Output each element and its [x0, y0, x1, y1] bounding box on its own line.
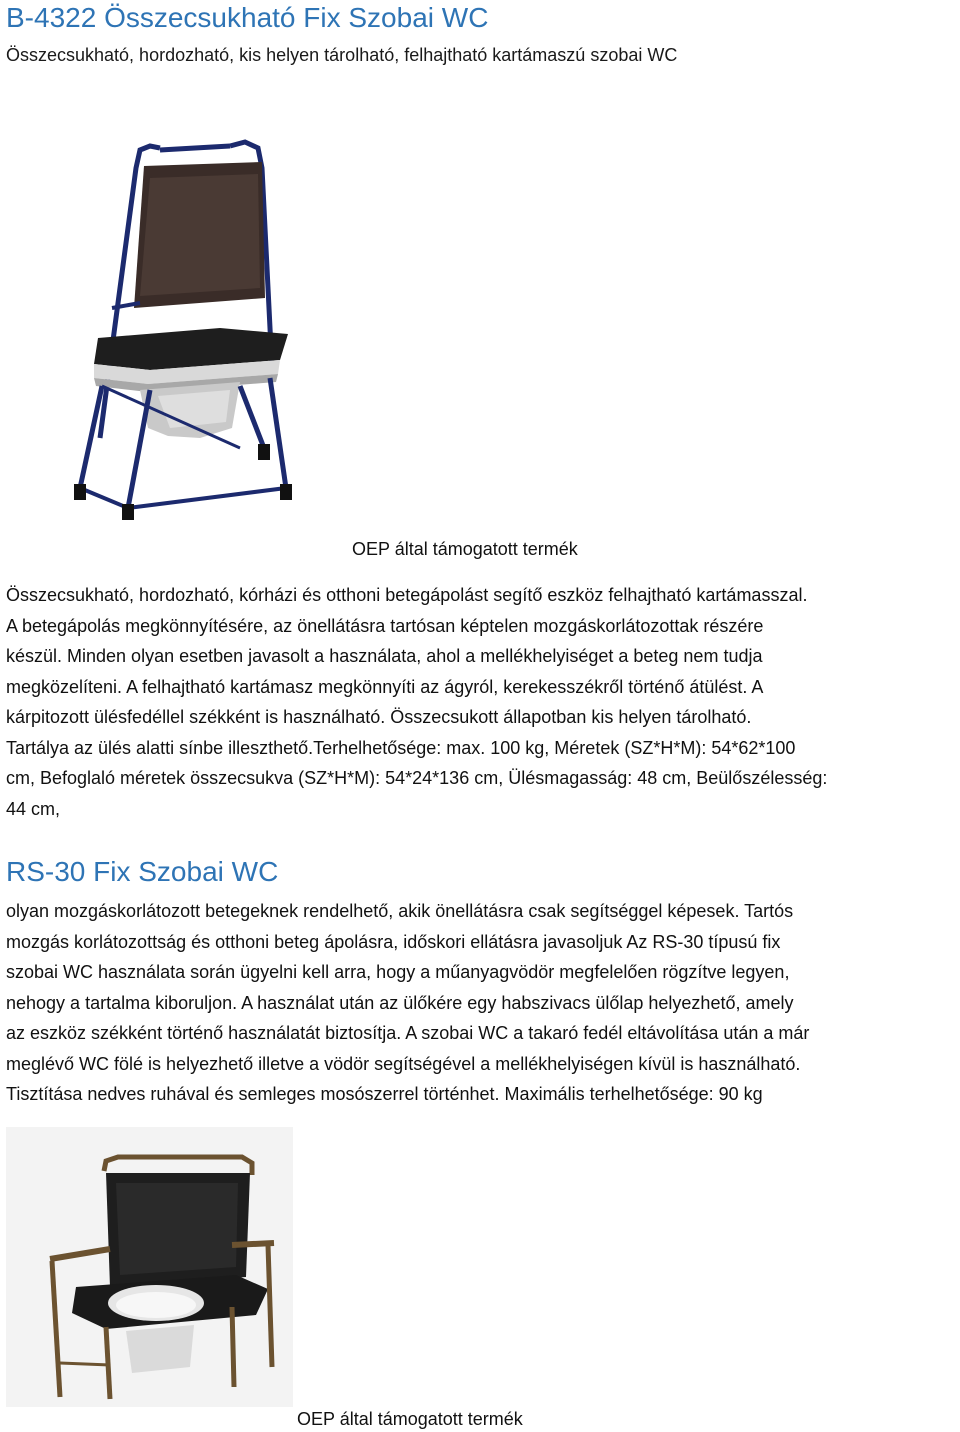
product1-description — [6, 580, 951, 824]
product1-subtitle: Összecsukható, hordozható, kis helyen tárolható, felhajtható kartámaszú szobai WC — [6, 45, 678, 65]
description-line: cm, Befoglaló méretek összecsukva (SZ*H*M): 54*24*136 cm, Ülésmagasság: 48 cm, Beülőszélesség: — [6, 768, 828, 788]
description-line: szobai WC használata során ügyelni kell arra, hogy a műanyagvödör megfelelően rögzítve legyen, — [6, 962, 790, 982]
product2-caption: OEP által támogatott termék — [297, 1409, 523, 1429]
description-line: 44 cm, — [6, 798, 61, 819]
description-line: olyan mozgáskorlátozott betegeknek rendelhető, akik önellátásra csak segítséggel képesek. Tartós — [6, 901, 794, 921]
description-line: megközelíteni. A felhajtható kartámasz megkönnyíti az ágyról, kerekesszékről történő átülést. A — [6, 676, 764, 697]
product2-description — [6, 896, 951, 1110]
description-line: nehogy a tartalma kiboruljon. A használat után az ülőkére egy habszivacs ülőlap helyezhető, amely — [6, 992, 794, 1013]
product1-title: B-4322 Összecsukható Fix Szobai WC — [6, 2, 489, 33]
description-line: meglévő WC fölé is helyezhető illetve a vödör segítségével a mellékhelyiségen kívül is használható. — [6, 1053, 801, 1074]
product1-caption: OEP által támogatott termék — [352, 539, 578, 559]
description-line: Tartálya az ülés alatti sínbe illeszthető.Terhelhetősége: max. 100 kg, Méretek (SZ*H*M): 54*62*100 — [6, 737, 796, 758]
description-line: kárpitozott ülésfedéllel székként is használható. Összecsukott állapotban kis helyen tárolható. — [6, 707, 752, 727]
description-line: mozgás korlátozottság és otthoni beteg ápolásra, időskori ellátásra javasoljuk Az RS-30 típusú fix — [6, 931, 781, 952]
description-line: Tisztítása nedves ruhával és semleges mosószerrel történhet. Maximális terhelhetősége: 90 kg — [6, 1084, 763, 1104]
description-line: A betegápolás megkönnyítésére, az önellátásra tartósan képtelen mozgáskorlátozottak részére — [6, 615, 764, 636]
chair-commode-image — [40, 128, 340, 528]
fixed-commode-chair-image — [6, 1127, 293, 1407]
description-line: Összecsukható, hordozható, kórházi és otthoni betegápolást segítő eszköz felhajtható kartámasszal. — [6, 585, 808, 605]
description-line: az eszköz székként történő használatát biztosítja. A szobai WC a takaró fedél eltávolítása után a már — [6, 1023, 810, 1043]
product2-title: RS-30 Fix Szobai WC — [6, 856, 279, 887]
description-line: készül. Minden olyan esetben javasolt a használata, ahol a mellékhelyiséget a beteg nem tudja — [6, 646, 763, 666]
